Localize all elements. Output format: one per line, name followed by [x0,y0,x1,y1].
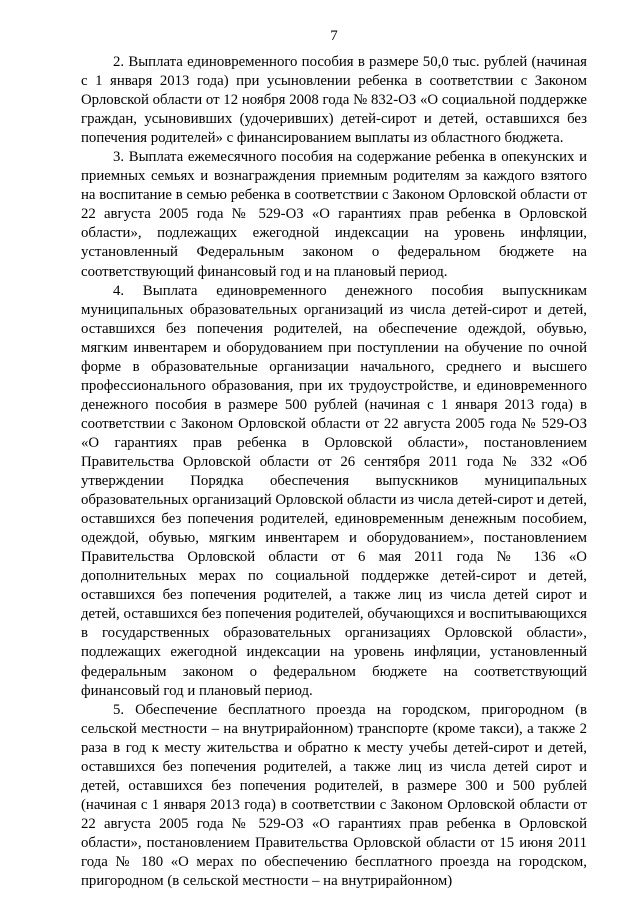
paragraph-2-lump-sum-adoption-benefit: 2. Выплата единовременного пособия в размере 50,0 тыс. рублей (начиная с 1 января 2013 года) при усыновлении ребенка в соответствии с Законом Орловской области от 12 ноября 2008 года № 832-ОЗ «О социальной поддержке граждан, усыновивших (удочеривших) детей-сирот и детей, оставшихся без попечения родителей» с финансированием выплаты из областного бюджета. [81,54,587,147]
page-number: 7 [330,28,338,44]
paragraph-3-monthly-foster-care-allowance: 3. Выплата ежемесячного пособия на содержание ребенка в опекунских и приемных семьях и вознаграждения приемным родителям за каждого взятого на воспитание в семью ребенка в соответствии с Законом Орловской области от 22 августа 2005 года № 529-ОЗ «О гарантиях прав ребенка в Орловской области», подлежащих ежегодной индексации на уровень инфляции, установленный Федеральным законом о федеральном бюджете на соответствующий финансовый год и на плановый период. [81,149,587,280]
paragraph-4-graduate-lump-sum-benefit: 4. Выплата единовременного денежного пособия выпускникам муниципальных образовательных организаций из числа детей-сирот и детей, оставшихся без попечения родителей, на обеспечение одеждой, обувью, мягким инвентарем и оборудованием при поступлении на обучение по очной форме в образовательные организации начального, среднего и высшего профессионального образования, при их трудоустройстве, и единовременного денежного пособия в размере 500 рублей (начиная с 1 января 2013 года) в соответствии с Законом Орловской области от 22 августа 2005 года № 529-ОЗ «О гарантиях прав ребенка в Орловской области», постановлением Правительства Орловской области от 26 сентября 2011 года № 332 «Об утверждении Порядка обеспечения выпускников муниципальных образовательных организаций Орловской области из числа детей-сирот и детей, оставшихся без попечения родителей, единовременным денежным пособием, одеждой, обувью, мягким инвентарем и оборудованием», постановлением Правительства Орловской области от 6 мая 2011 года № 136 «О дополнительных мерах по социальной поддержке детей-сирот и детей, оставшихся без попечения родителей, а также лиц из числа детей сирот и детей, оставшихся без попечения родителей, обучающихся и воспитывающихся в государственных образовательных организациях Орловской области», подлежащих ежегодной индексации на уровень инфляции, установленный федеральным законом о федеральном бюджете на соответствующий финансовый год и плановый период. [81,282,587,699]
paragraph-5-free-transport-provision: 5. Обеспечение бесплатного проезда на городском, пригородном (в сельской местности – на внутрирайонном) транспорте (кроме такси), а также 2 раза в год к месту жительства и обратно к месту учебы детей-сирот и детей, оставшихся без попечения родителей, а также лиц из числа детей сирот и детей, оставшихся без попечения родителей, в размере 300 и 500 рублей (начиная с 1 января 2013 года) в соответствии с Законом Орловской области от 22 августа 2005 года № 529-ОЗ «О гарантиях прав ребенка в Орловской области», постановлением Правительства Орловской области от 15 июня 2011 года № 180 «О мерах по обеспечению бесплатного проезда на городском, пригородном (в сельской местности – на внутрирайонном) [81,701,587,890]
